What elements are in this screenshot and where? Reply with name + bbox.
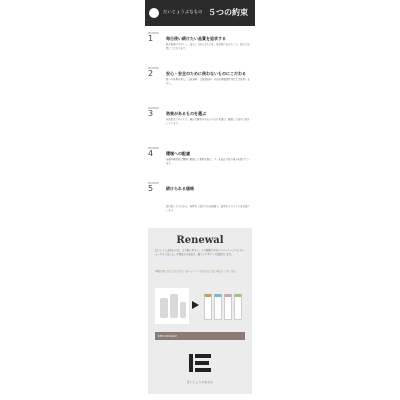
promise-number-block (148, 68, 158, 78)
banner-text: NEW PACKAGE (158, 334, 177, 338)
new-tube-icon (204, 294, 212, 320)
promise-text: 肌への負担を考え、合成香料・合成着色料・石油系界面活性剤などは使用しません。 (166, 78, 250, 85)
footer-brand: だいじょうぶなもの (186, 381, 214, 384)
promise-item-4 (148, 148, 252, 178)
promise-title: 環境への配慮 (166, 151, 190, 156)
page-header (145, 0, 255, 26)
brand-name: だいじょうぶなもの (163, 9, 203, 14)
brand-logo-icon (149, 8, 159, 18)
promise-number-block (148, 108, 158, 118)
promise-number: 1 (148, 34, 154, 44)
promise-label: PROMISE (148, 182, 159, 185)
promise-number: 3 (148, 109, 154, 119)
renewal-banner (155, 332, 245, 340)
new-tube-icon (224, 294, 232, 320)
promise-title: 安心・安全のために使わないものにこだわる (166, 71, 246, 76)
promise-title: 続けられる価格 (166, 186, 194, 191)
promise-label: PROMISE (148, 32, 159, 35)
promise-number-block (148, 183, 158, 193)
promise-text: 毎日使うものだから、無理なく続けられる価格で。誠実なものづくりをお届けします。 (166, 205, 250, 212)
promise-label: PROMISE (148, 67, 159, 70)
new-tube-icon (234, 294, 242, 320)
promise-item-2 (148, 68, 252, 98)
promise-number-block (148, 148, 158, 158)
renewal-intro: だいじょうぶなもの は、より使いやすく、より地球にやさしいパッケージへとリニューアルしました。中身はそのままに、新しいデザインでお届けします。 (155, 249, 245, 256)
old-bottle-icon (160, 298, 168, 318)
promise-number-block (148, 33, 158, 43)
promise-item-1 (148, 33, 252, 63)
new-tube-icon (214, 294, 222, 320)
promise-title: 効果があるものを選ぶ (166, 111, 206, 116)
brand-mark-icon (187, 350, 213, 376)
promise-text: 肌や地球にやさしく、安心して使えるものを。毎日続けるからこそ、成分と品質にこだわります。 (166, 43, 250, 50)
promise-text: 容器や梱包材は環境に配慮した素材を選び、ゴミを減らす取り組みを続けています。 (166, 158, 250, 165)
promise-number: 5 (148, 184, 154, 194)
new-package-image (202, 292, 246, 320)
promise-number: 4 (148, 149, 154, 159)
renewal-section (148, 228, 252, 394)
promise-label: PROMISE (148, 107, 159, 110)
arrow-right-icon (192, 301, 199, 309)
promise-label: PROMISE (148, 147, 159, 150)
old-package-image (155, 288, 189, 324)
promise-title: 毎日使い続けたい品質を追求する (166, 36, 226, 41)
old-bottle-icon (180, 302, 186, 318)
renewal-note: ※順次切り替えとなります。旧パッケージがお手元に届く場合もございます。 (155, 270, 238, 273)
old-bottle-icon (170, 294, 178, 318)
promise-item-3 (148, 108, 252, 138)
promise-number: 2 (148, 69, 154, 79)
page-title: ５つの約束 (208, 8, 248, 17)
promise-item-5 (148, 183, 252, 213)
promise-text: 自然由来であっても、確かな働きがあるものだけを選び、厳選した成分で処方しています。 (166, 118, 250, 125)
renewal-title: Renewal (176, 235, 224, 246)
